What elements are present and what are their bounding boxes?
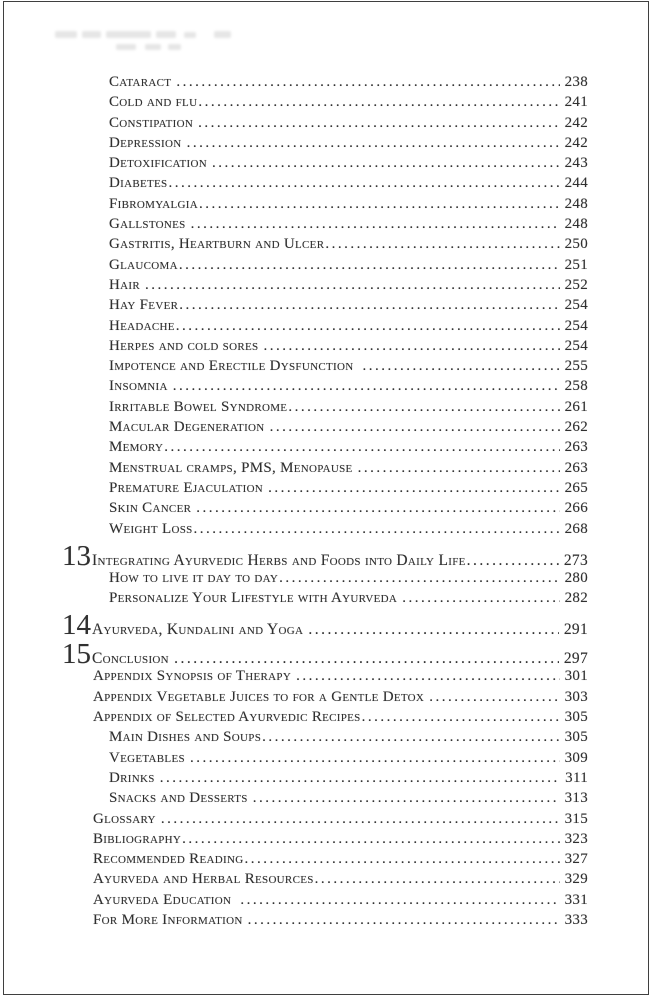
dot-leader (263, 336, 559, 356)
dot-leader (315, 869, 560, 889)
toc-entry-label: Depression (109, 134, 186, 151)
toc-page-number: 323 (564, 830, 588, 847)
toc-row (62, 113, 588, 133)
dot-leader (191, 214, 560, 234)
toc-entry-label: For More Information (93, 911, 247, 928)
dot-leader (198, 113, 559, 133)
toc-row (62, 910, 588, 930)
toc-page-number: 258 (564, 378, 588, 395)
toc-entry-label: Ayurveda Education (93, 891, 240, 908)
toc-row (62, 336, 588, 356)
toc-entry-label: Gallstones (109, 216, 190, 233)
chapter-number: 13 (62, 539, 91, 572)
toc-row (62, 707, 588, 727)
toc-entry-label: Menstrual cramps, PMS, Menopause (109, 459, 357, 476)
toc-row (62, 255, 588, 275)
dot-leader (168, 173, 559, 193)
toc-entry-label: Ayurveda, Kundalini and Yoga (92, 621, 308, 639)
toc-entry-label: Herpes and cold sores (109, 337, 263, 354)
toc-entry-label: Personalize Your Lifestyle with Ayurveda (109, 590, 402, 607)
toc-page-number: 309 (564, 749, 588, 766)
dot-leader (262, 727, 559, 747)
toc-row (62, 275, 588, 295)
dot-leader (190, 748, 560, 768)
toc-page-number: 315 (564, 810, 588, 827)
dot-leader (176, 316, 560, 336)
toc-page-number: 252 (564, 276, 588, 293)
toc-row (62, 890, 588, 910)
dot-leader (358, 458, 560, 478)
toc-entry-label: Conclusion (92, 650, 174, 668)
toc-page-number: 313 (564, 790, 588, 807)
toc-page-number: 254 (564, 337, 588, 354)
dot-leader (308, 618, 558, 642)
toc-page-number: 266 (564, 500, 588, 517)
dot-leader (173, 376, 560, 396)
toc-entry-label: Recommended Reading (93, 851, 244, 868)
toc-row (62, 376, 588, 396)
toc-page-number: 254 (564, 317, 588, 334)
toc-entry-label: Glaucoma (109, 256, 178, 273)
dot-leader (248, 910, 560, 930)
toc-page-number: 305 (564, 709, 588, 726)
toc-entry-label: Snacks and Desserts (109, 790, 252, 807)
toc-page-number: 261 (564, 398, 588, 415)
toc-page-number: 301 (564, 668, 588, 685)
toc-entry-label: Premature Ejaculation (109, 479, 268, 496)
toc-row (62, 72, 588, 92)
toc-page-number: 305 (564, 729, 588, 746)
toc-row (62, 568, 588, 588)
dot-leader (164, 437, 559, 457)
toc-row (62, 417, 588, 437)
dot-leader (196, 498, 559, 518)
toc-entry-label: Ayurveda and Herbal Resources (93, 871, 314, 888)
dot-leader (187, 133, 560, 153)
toc-row (62, 92, 588, 112)
toc-entry-label: Constipation (109, 114, 198, 131)
toc-page-number: 280 (564, 569, 588, 586)
toc-page-number: 291 (563, 621, 588, 639)
dot-leader (296, 666, 559, 686)
dot-leader (279, 568, 559, 588)
dot-leader (212, 153, 560, 173)
toc-row (62, 153, 588, 173)
toc-row (62, 519, 588, 539)
toc-page-number: 248 (564, 216, 588, 233)
toc-entry-label: Main Dishes and Soups (109, 729, 262, 746)
toc-page-number: 250 (564, 236, 588, 253)
dot-leader (199, 194, 560, 214)
toc-row (62, 829, 588, 849)
dot-leader (429, 687, 559, 707)
dot-leader (244, 849, 559, 869)
toc-page-number: 311 (565, 769, 588, 786)
dot-leader (362, 707, 560, 727)
dot-leader (179, 255, 560, 275)
toc-row (62, 809, 588, 829)
toc-entry-label: Drinks (109, 769, 159, 786)
toc-entry-label: Detoxification (109, 155, 211, 172)
chapter-number: 15 (62, 638, 91, 671)
toc-entry-label: Gastritis, Heartburn and Ulcer (109, 236, 325, 253)
chapter-number: 14 (62, 609, 91, 642)
dot-leader (145, 275, 560, 295)
toc-row (62, 666, 588, 686)
toc-row (62, 478, 588, 498)
toc-row (62, 687, 588, 707)
toc-entry-label: Memory (109, 439, 164, 456)
toc-page-number: 242 (564, 114, 588, 131)
toc-entry-label: Bibliography (93, 830, 182, 847)
toc-entry-label: Vegetables (109, 749, 189, 766)
toc-page-number: 242 (564, 134, 588, 151)
toc-page-number: 251 (564, 256, 588, 273)
dot-leader (253, 788, 560, 808)
toc-page-number: 248 (564, 195, 588, 212)
table-of-contents (62, 72, 588, 930)
toc-page-number: 255 (564, 358, 588, 375)
toc-row (62, 397, 588, 417)
toc-page-number: 331 (564, 891, 588, 908)
toc-page-number: 254 (564, 297, 588, 314)
toc-page-number: 243 (564, 155, 588, 172)
dot-leader (182, 829, 559, 849)
toc-chapter-row (62, 638, 588, 671)
toc-entry-label: Cold and flu (109, 94, 198, 111)
toc-row (62, 194, 588, 214)
toc-page-number: 244 (564, 175, 588, 192)
dot-leader (270, 417, 560, 437)
toc-row (62, 498, 588, 518)
toc-entry-label: Diabetes (109, 175, 168, 192)
toc-entry-label: Irritable Bowel Syndrome (109, 398, 288, 415)
toc-page-number: 273 (563, 551, 588, 569)
dot-leader (176, 72, 559, 92)
toc-page-number: 241 (564, 94, 588, 111)
toc-entry-label: Headache (109, 317, 175, 334)
dot-leader (179, 295, 559, 315)
toc-page-number: 262 (564, 419, 588, 436)
toc-row (62, 748, 588, 768)
toc-entry-label: How to live it day to day (109, 569, 279, 586)
toc-entry-label: Integrating Ayurvedic Herbs and Foods into Daily Life (92, 551, 466, 569)
toc-row (62, 588, 588, 608)
toc-page-number: 327 (564, 851, 588, 868)
toc-entry-label: Insomnia (109, 378, 172, 395)
dot-leader (194, 519, 560, 539)
dot-leader (198, 92, 559, 112)
toc-page-number: 329 (564, 871, 588, 888)
toc-row (62, 768, 588, 788)
toc-entry-label: Impotence and Erectile Dysfunction (109, 358, 362, 375)
toc-entry-label: Appendix Synopsis of Therapy (93, 668, 296, 685)
toc-entry-label: Macular Degeneration (109, 419, 269, 436)
toc-row (62, 316, 588, 336)
toc-page-number: 263 (564, 459, 588, 476)
toc-entry-label: Hay Fever (109, 297, 179, 314)
toc-entry-label: Weight Loss (109, 520, 193, 537)
toc-page-number: 268 (564, 520, 588, 537)
toc-entry-label: Cataract (109, 74, 176, 90)
toc-row (62, 458, 588, 478)
toc-chapter-row (62, 609, 588, 642)
toc-page-number: 333 (564, 911, 588, 928)
toc-row (62, 173, 588, 193)
toc-row (62, 234, 588, 254)
toc-row (62, 849, 588, 869)
dot-leader (161, 809, 560, 829)
dot-leader (288, 397, 559, 417)
toc-page-number: 303 (564, 688, 588, 705)
toc-page-number: 263 (564, 439, 588, 456)
toc-entry-label: Fibromyalgia (109, 195, 198, 212)
toc-row (62, 869, 588, 889)
toc-row (62, 295, 588, 315)
dot-leader (160, 768, 560, 788)
toc-chapter-row (62, 539, 588, 572)
toc-entry-label: Glossary (93, 810, 160, 827)
dot-leader (325, 234, 559, 254)
toc-page-number: 265 (564, 479, 588, 496)
toc-page-number: 297 (563, 650, 588, 668)
toc-entry-label: Appendix Vegetable Juices to for a Gentle Detox (93, 688, 429, 705)
dot-leader (240, 890, 559, 910)
toc-page-number: 282 (564, 590, 588, 607)
dot-leader (402, 588, 559, 608)
toc-entry-label: Skin Cancer (109, 500, 196, 517)
toc-row (62, 356, 588, 376)
dot-leader (363, 356, 560, 376)
toc-row (62, 788, 588, 808)
toc-entry-label: Hair (109, 276, 145, 293)
toc-row (62, 437, 588, 457)
toc-page-number: 238 (564, 74, 588, 90)
toc-row (62, 214, 588, 234)
toc-row (62, 133, 588, 153)
toc-entry-label: Appendix of Selected Ayurvedic Recipes (93, 709, 361, 726)
dot-leader (268, 478, 559, 498)
toc-row (62, 727, 588, 747)
